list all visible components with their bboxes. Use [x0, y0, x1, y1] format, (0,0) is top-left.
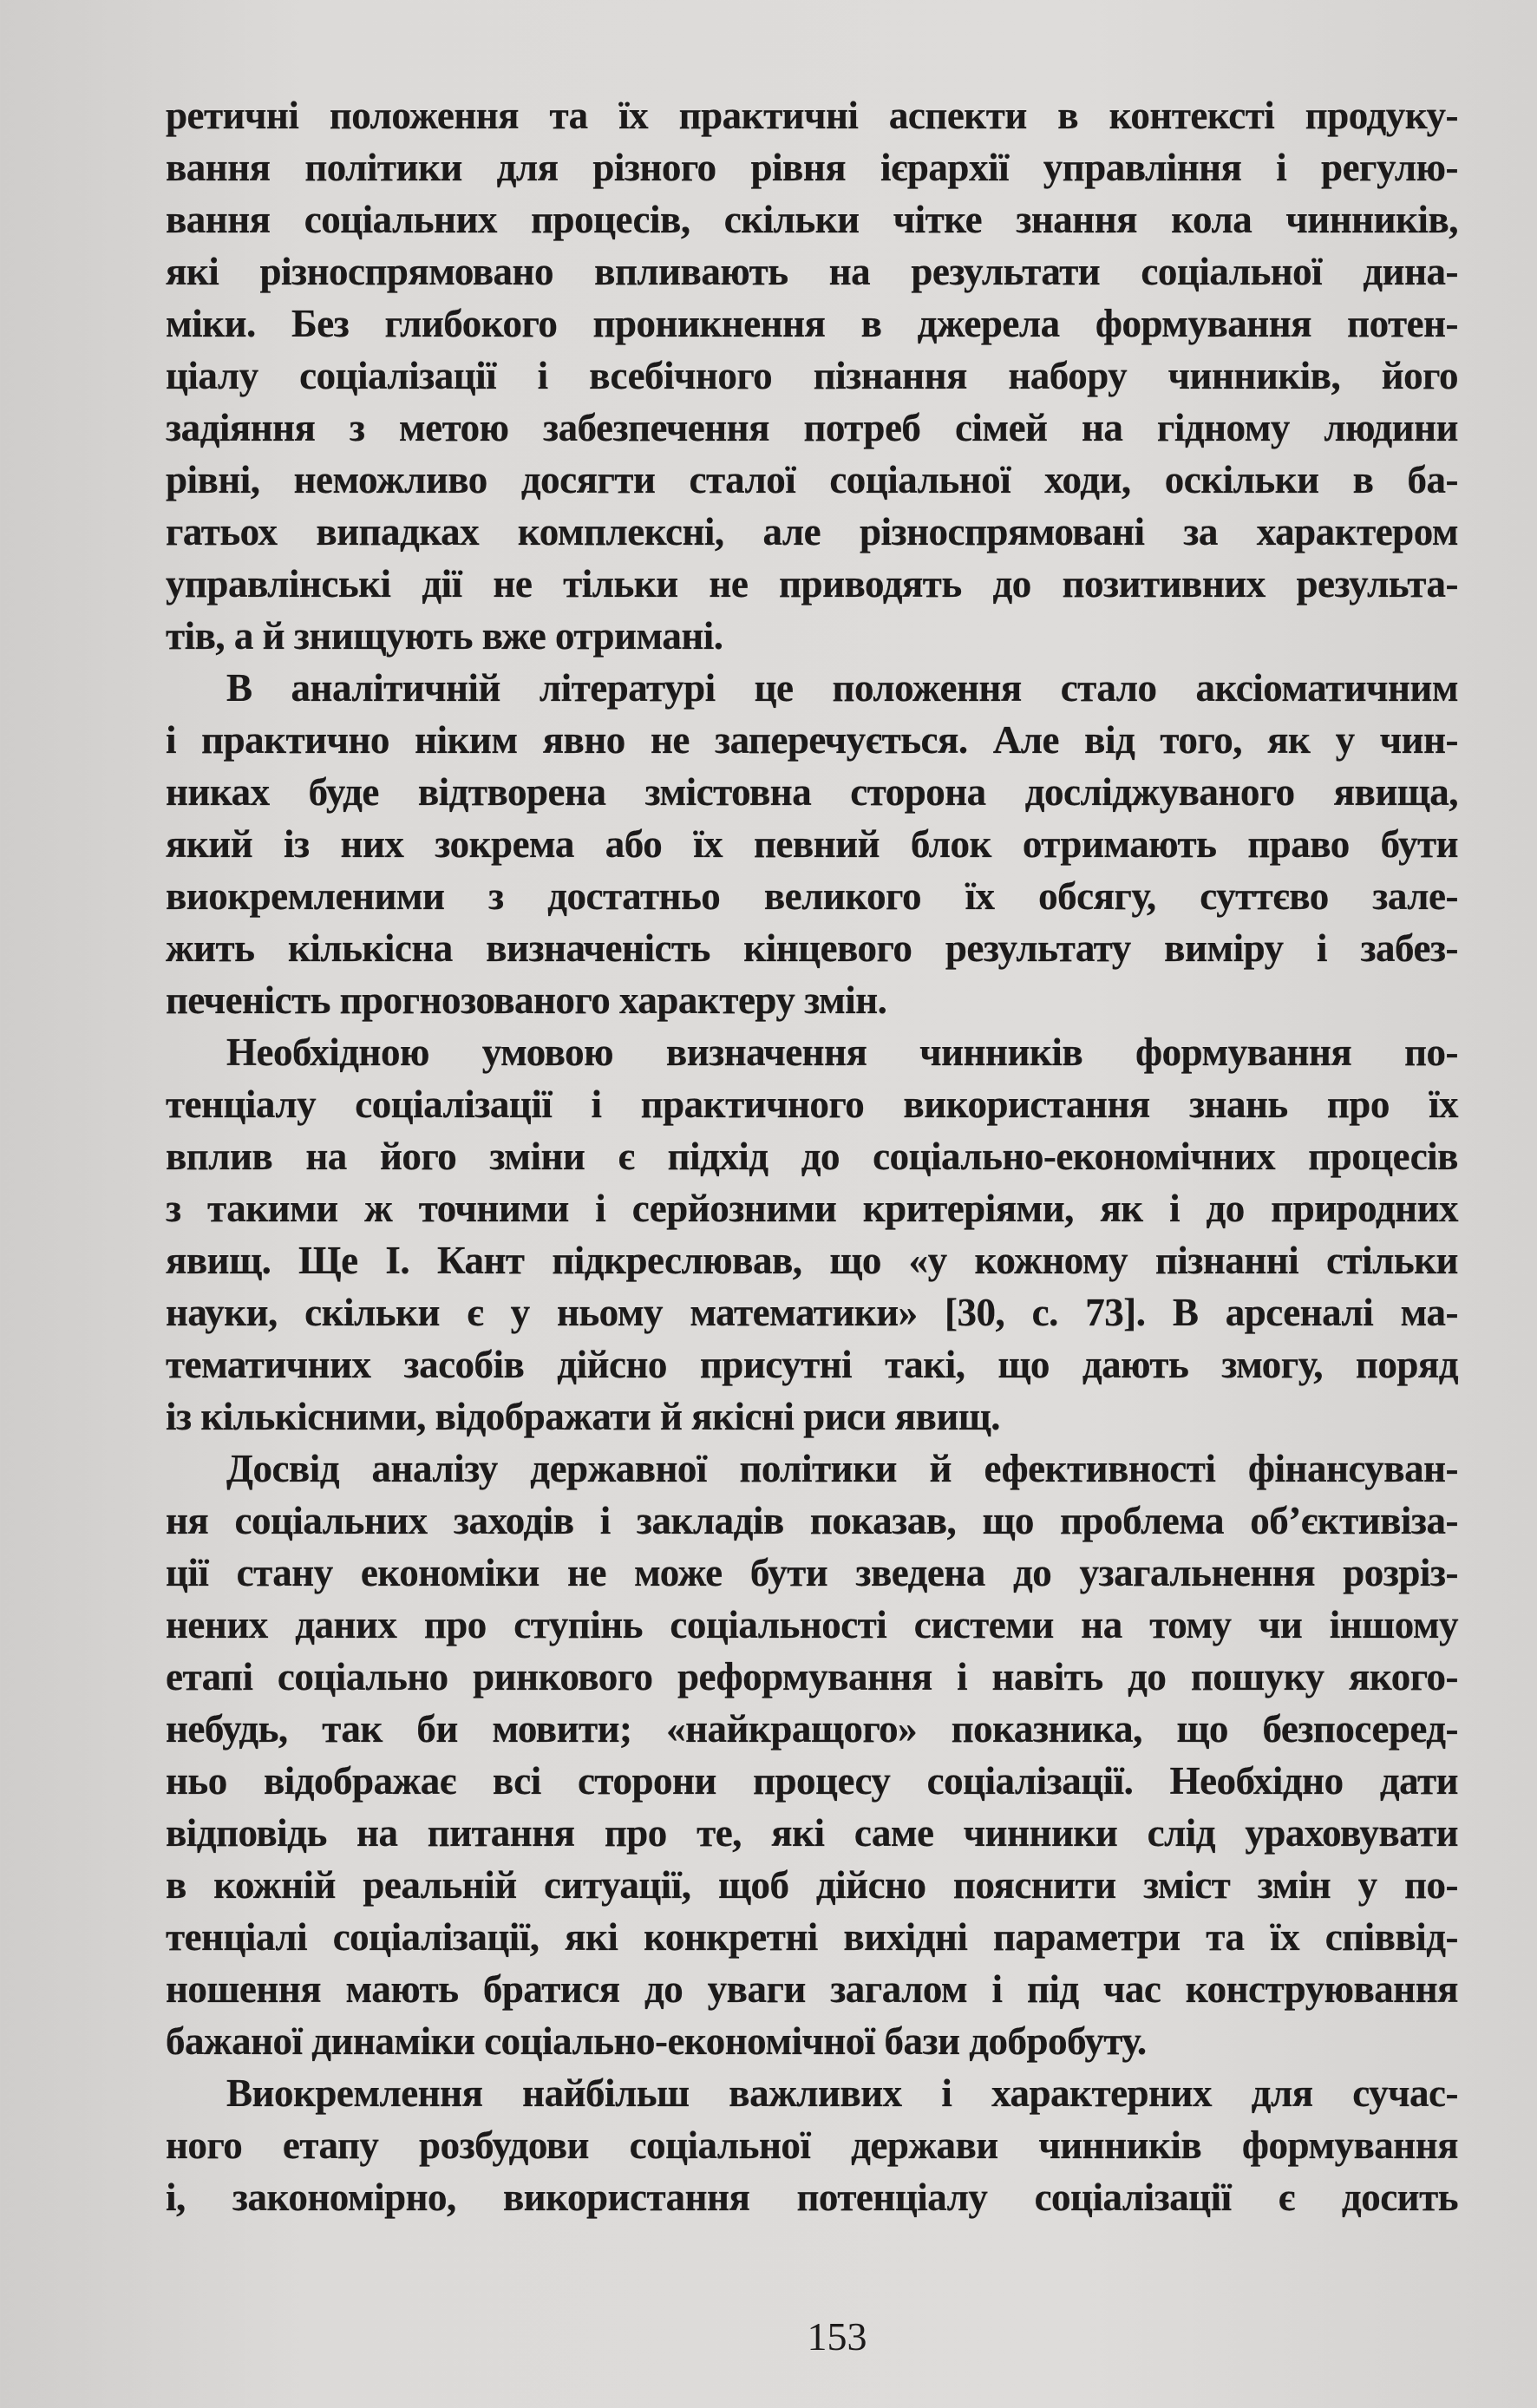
text-line: небудь, так би мовити; «найкращого» показника, що безпосеред-	[166, 1707, 1458, 1750]
text-line: із кількісними, відображати й якісні риси явищ.	[166, 1395, 1001, 1438]
text-line: печеність прогнозованого характеру змін.	[166, 978, 887, 1022]
text-line: ції стану економіки не може бути зведена до узагальнення розріз-	[166, 1551, 1458, 1594]
text-line: вання соціальних процесів, скільки чітке знання кола чинників,	[166, 198, 1458, 241]
text-line: ретичні положення та їх практичні аспекти в контексті продуку-	[166, 94, 1458, 137]
text-line: В аналітичній літературі це положення стало аксіоматичним	[226, 666, 1458, 710]
text-line: міки. Без глибокого проникнення в джерела формування потен-	[166, 302, 1458, 345]
text-line: задіяння з метою забезпечення потреб сімей на гідному людини	[166, 406, 1458, 449]
text-line: науки, скільки є у ньому математики» [30, с. 73]. В арсеналі ма-	[166, 1291, 1458, 1334]
text-line: вання політики для різного рівня ієрархії управління і регулю-	[166, 146, 1458, 189]
text-line: з такими ж точними і серйозними критеріями, як і до природних	[166, 1187, 1458, 1230]
text-line: никах буде відтворена змістовна сторона досліджуваного явища,	[166, 770, 1458, 814]
text-line: тенціалу соціалізації і практичного використання знань про їх	[166, 1083, 1458, 1126]
text-line: і, закономірно, використання потенціалу соціалізації є досить	[166, 2176, 1458, 2219]
paragraph	[166, 89, 1458, 662]
page-number: 153	[807, 2314, 867, 2359]
text-line: ньо відображає всі сторони процесу соціалізації. Необхідно дати	[166, 1759, 1458, 1803]
text-line: нених даних про ступінь соціальності системи на тому чи іншому	[166, 1603, 1458, 1646]
text-line: які різноспрямовано впливають на результати соціальної дина-	[166, 250, 1458, 293]
text-line: ношення мають братися до уваги загалом і під час конструювання	[166, 1967, 1458, 2011]
text-line: Виокремлення найбільш важливих і характерних для сучас-	[226, 2071, 1458, 2115]
text-line: явищ. Ще І. Кант підкреслював, що «у кожному пізнанні стільки	[166, 1239, 1458, 1282]
text-line: ного етапу розбудови соціальної держави чинників формування	[166, 2123, 1458, 2167]
paragraph	[166, 2067, 1458, 2223]
text-line: тенціалі соціалізації, які конкретні вихідні параметри та їх співвід-	[166, 1915, 1458, 1959]
text-line: ня соціальних заходів і закладів показав, що проблема об’єктивіза-	[166, 1499, 1458, 1542]
paragraph	[166, 1443, 1458, 2067]
text-line: тематичних засобів дійсно присутні такі, що дають змогу, поряд	[166, 1343, 1458, 1386]
text-line: етапі соціально ринкового реформування і навіть до пошуку якого-	[166, 1655, 1458, 1698]
text-line: рівні, неможливо досягти сталої соціальної ходи, оскільки в ба-	[166, 458, 1458, 501]
text-line: ціалу соціалізації і всебічного пізнання набору чинників, його	[166, 354, 1458, 397]
paragraph	[166, 1026, 1458, 1443]
text-line: і практично ніким явно не заперечується. Але від того, як у чин-	[166, 718, 1458, 762]
text-line: який із них зокрема або їх певний блок отримають право бути	[166, 822, 1458, 866]
text-line: в кожній реальній ситуації, щоб дійсно пояснити зміст змін у по-	[166, 1863, 1458, 1907]
text-line: Досвід аналізу державної політики й ефективності фінансуван-	[226, 1447, 1458, 1490]
text-line: гатьох випадках комплексні, але різноспрямовані за характером	[166, 510, 1458, 553]
text-line: відповідь на питання про те, які саме чинники слід ураховувати	[166, 1811, 1458, 1855]
text-line: виокремленими з достатньо великого їх обсягу, суттєво зале-	[166, 874, 1458, 918]
text-line: жить кількісна визначеність кінцевого результату виміру і забез-	[166, 926, 1458, 970]
text-line: бажаної динаміки соціально-економічної бази добробуту.	[166, 2019, 1147, 2063]
text-line: Необхідною умовою визначення чинників формування по-	[226, 1031, 1458, 1074]
text-line: тів, а й знищують вже отримані.	[166, 614, 723, 658]
paragraph	[166, 662, 1458, 1026]
body-text	[166, 89, 1458, 2223]
text-line: вплив на його зміни є підхід до соціально-економічних процесів	[166, 1135, 1458, 1178]
text-line: управлінські дії не тільки не приводять до позитивних результа-	[166, 562, 1458, 605]
